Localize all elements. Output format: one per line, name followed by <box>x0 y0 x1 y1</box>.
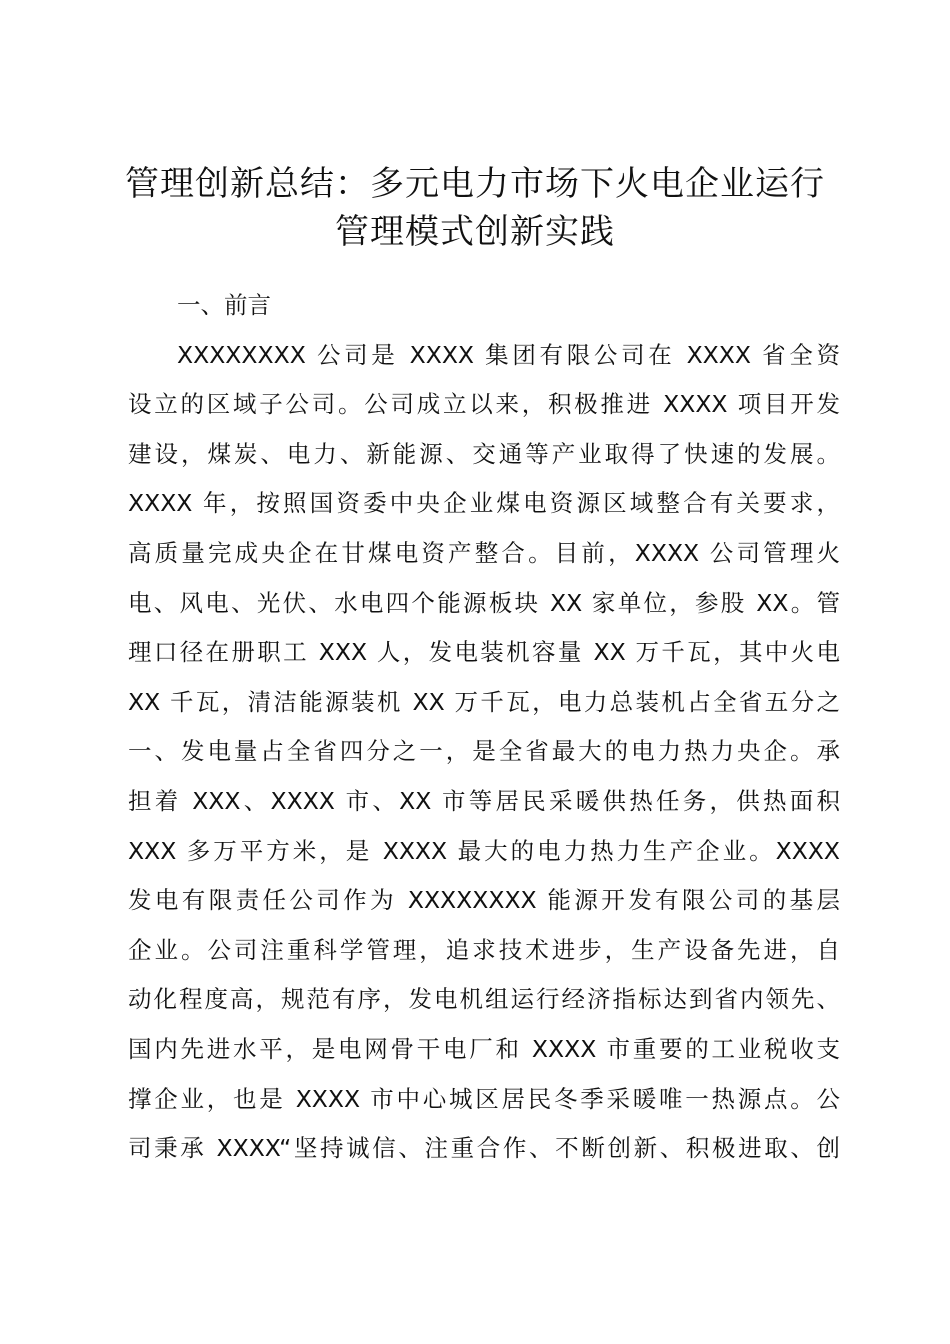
document-body <box>128 281 840 1174</box>
paragraph-line: 一、发电量占全省四分之一，是全省最大的电力热力央企。承 <box>128 737 840 766</box>
paragraph-line: XXX 多万平方米，是 XXXX 最大的电力热力生产企业。XXXX <box>128 836 840 865</box>
paragraph-line: 国内先进水平，是电网骨干电厂和 XXXX 市重要的工业税收支 <box>128 1034 840 1063</box>
title-line-2: 管理模式创新实践 <box>335 212 615 252</box>
paragraph-line: 动化程度高，规范有序，发电机组运行经济指标达到省内领先、 <box>128 985 840 1014</box>
paragraph-line: 电、风电、光伏、水电四个能源板块 XX 家单位，参股 XX。管 <box>128 588 840 617</box>
paragraph-line: 设立的区域子公司。公司成立以来，积极推进 XXXX 项目开发 <box>128 390 840 419</box>
title-line-1: 管理创新总结：多元电力市场下火电企业运行 <box>125 164 825 204</box>
paragraph-line: 企业。公司注重科学管理，追求技术进步，生产设备先进，自 <box>128 935 840 964</box>
paragraph-line: XXXXXXXX 公司是 XXXX 集团有限公司在 XXXX 省全资 <box>177 340 840 369</box>
paragraph-line: XX 千瓦，清洁能源装机 XX 万千瓦，电力总装机占全省五分之 <box>128 687 840 716</box>
paragraph-line: 高质量完成央企在甘煤电资产整合。目前，XXXX 公司管理火 <box>128 538 840 567</box>
paragraph-line: 建设，煤炭、电力、新能源、交通等产业取得了快速的发展。 <box>128 439 840 468</box>
paragraph-line: XXXX 年，按照国资委中央企业煤电资源区域整合有关要求， <box>128 489 840 518</box>
paragraph-line: 发电有限责任公司作为 XXXXXXXX 能源开发有限公司的基层 <box>128 886 840 915</box>
paragraph-line: 司秉承 XXXX“坚持诚信、注重合作、不断创新、积极进取、创 <box>128 1134 840 1163</box>
paragraph-line: 理口径在册职工 XXX 人，发电装机容量 XX 万千瓦，其中火电 <box>128 638 840 667</box>
paragraph-line: 撑企业，也是 XXXX 市中心城区居民冬季采暖唯一热源点。公 <box>128 1084 840 1113</box>
section-heading: 一、前言 <box>177 291 271 319</box>
document-title <box>110 160 840 256</box>
paragraph-line: 担着 XXX、XXXX 市、XX 市等居民采暖供热任务，供热面积 <box>128 786 840 815</box>
